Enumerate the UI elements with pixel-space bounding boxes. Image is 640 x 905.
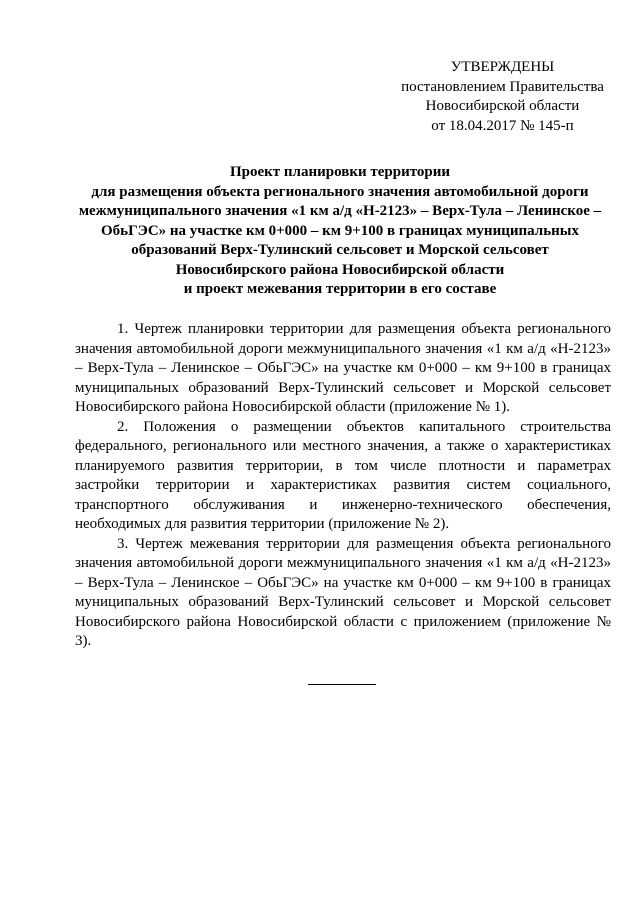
list-item: 3. Чертеж межевания территории для размещения объекта регионального значения автомобильной дороги межмуниципального значения «1 км а/д «Н-2123» – Верх-Тула – Ленинское – ОбьГЭС» на участке км 0+000 – км 9+100 в границах муниципальных образований Верх-Тулинский сельсовет и Морской сельсовет Новосибирского района Новосибирской области с приложением (приложение № 3).	[75, 535, 611, 649]
title-line: Новосибирского района Новосибирской области	[175, 261, 505, 278]
list-item: 1. Чертеж планировки территории для размещения объекта регионального значения автомобильной дороги межмуниципального значения «1 км а/д «Н-2123» – Верх-Тула – Ленинское – ОбьГЭС» на участке км 0+000 – км 9+100 в границах муниципальных образований Верх-Тулинский сельсовет и Морской сельсовет Новосибирского района Новосибирской области (приложение № 1).	[75, 321, 611, 415]
title-line: образований Верх-Тулинский сельсовет и Морской сельсовет	[131, 242, 549, 258]
approval-date: от 18.04.2017 № 145-п	[431, 117, 574, 134]
closing-divider	[308, 684, 376, 685]
approval-title: УТВЕРЖДЕНЫ	[450, 59, 555, 75]
title-line: ОбьГЭС» на участке км 0+000 – км 9+100 в границах муниципальных	[101, 222, 579, 239]
approval-stamp	[390, 58, 615, 136]
list-item: 2. Положения о размещении объектов капитального строительства федерального, регионального или местного значения, а также о характеристиках планируемого развития территории, в том числе плотности и параметрах застройки территории и характеристиках развития систем социального, транспортного обслуживания и инженерно-технического обеспечения, необходимых для развития территории (приложение № 2).	[75, 418, 611, 532]
document-title	[70, 163, 610, 300]
title-line: Проект планировки территории	[229, 164, 451, 180]
title-line: для размещения объекта регионального значения автомобильной дороги	[91, 183, 589, 200]
title-line: и проект межевания территории в его составе	[183, 281, 497, 297]
approval-line: Новосибирской области	[425, 98, 580, 114]
approval-line: постановлением Правительства	[401, 78, 604, 95]
title-line: межмуниципального значения «1 км а/д «Н-2123» – Верх-Тула – Ленинское –	[78, 203, 602, 219]
document-body	[75, 320, 611, 652]
